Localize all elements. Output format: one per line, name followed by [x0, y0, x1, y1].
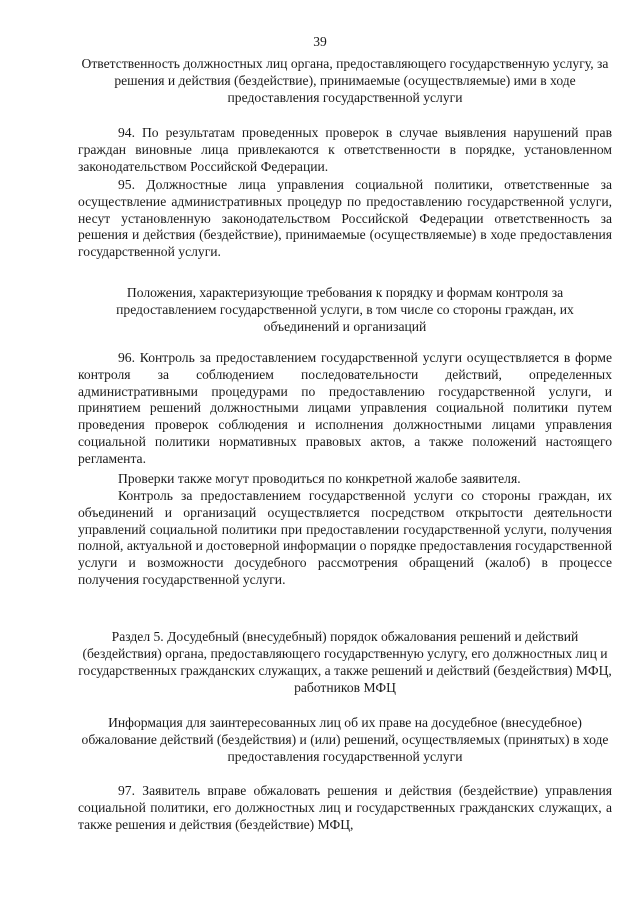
heading-information: Информация для заинтересованных лиц об их праве на досудебное (внесудебное) обжалование действий (бездействия) и (или) решений, осуществляемых (принятых) в ходе предоставления государственной услуги [81, 715, 609, 764]
heading-section-5: Раздел 5. Досудебный (внесудебный) порядок обжалования решений и действий (бездействия) органа, предоставляющего государственную услугу, его должностных лиц и государственных гражданских служащих, а также решений и действий (бездействия) МФЦ, работников МФЦ [78, 629, 612, 695]
heading-responsibility: Ответственность должностных лиц органа, предоставляющего государственную услугу, за решения и действия (бездействие), принимаемые (осуществляемые) ими в ходе предоставления государственной услуги [81, 56, 609, 105]
paragraph-94: 94. По результатам проведенных проверок в случае выявления нарушений прав граждан виновные лица привлекаются к ответственности в порядке, установленном законодательством Российской Федерации. [78, 125, 612, 174]
paragraph-96: 96. Контроль за предоставлением государственной услуги осуществляется в форме контроля за соблюдением последовательности действий, определенных административными процедурами по предоставлению государственной услуги, и принятием решений должностными лицами управления социальной политики путем проведения проверок соблюдения и исполнения должностными лицами управления социальной политики нормативных правовых актов, а также положений настоящего регламента. [78, 350, 612, 466]
heading-control-requirements: Положения, характеризующие требования к порядку и формам контроля за предоставлением государственной услуги, в том числе со стороны граждан, их объединений и организаций [116, 285, 574, 334]
page-number: 39 [313, 34, 327, 49]
paragraph-citizen-control: Контроль за предоставлением государственной услуги со стороны граждан, их объединений и организаций осуществляется посредством открытости деятельности управлений социальной политики при предоставлении государственной услуги, получения полной, актуальной и достоверной информации о порядке предоставления государственной услуги и возможности досудебного рассмотрения обращений (жалоб) в процессе получения государственной услуги. [78, 488, 612, 587]
paragraph-97: 97. Заявитель вправе обжаловать решения и действия (бездействие) управления социальной политики, его должностных лиц и государственных гражданских служащих, а также решения и действия (бездействие) МФЦ, [78, 783, 612, 832]
paragraph-checks: Проверки также могут проводиться по конкретной жалобе заявителя. [118, 471, 521, 486]
paragraph-95: 95. Должностные лица управления социальной политики, ответственные за осуществление административных процедур по предоставлению государственной услуги, несут установленную законодательством Российской Федерации ответственность за решения и действия (бездействие), принимаемые (осуществляемые) в ходе предоставления государственной услуги. [78, 177, 612, 260]
